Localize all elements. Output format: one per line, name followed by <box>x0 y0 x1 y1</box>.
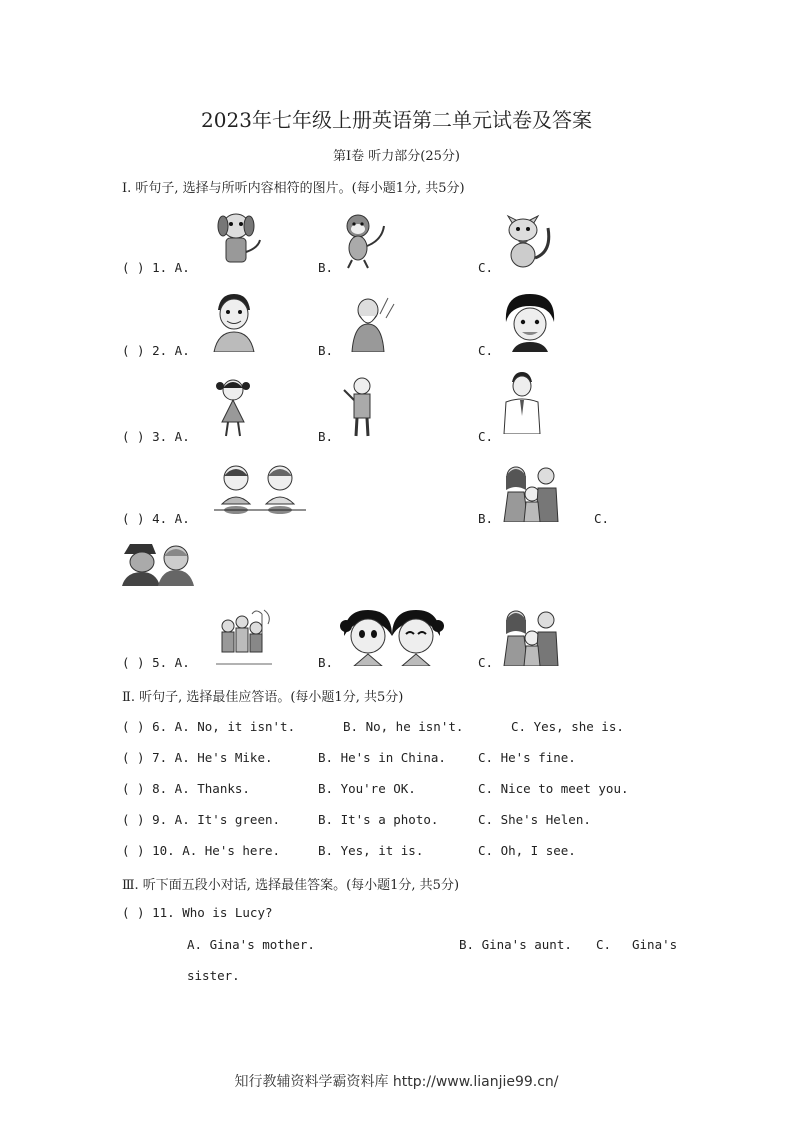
q11-option-a: A. Gina's mother. <box>187 937 315 952</box>
grandparents-picture <box>122 540 196 586</box>
q9-option-a: ( ) 9. A. It's green. <box>122 812 281 827</box>
q1-c-label: C. <box>478 260 494 275</box>
q2-prefix: ( ) 2. A. <box>122 343 190 358</box>
q11-option-b: B. Gina's aunt. <box>459 937 572 952</box>
q3-b-label: B. <box>318 429 334 444</box>
cat-picture <box>498 208 558 270</box>
section-2-heading: Ⅱ. 听句子, 选择最佳应答语。(每小题1分, 共5分) <box>122 690 404 705</box>
q1-b-label: B. <box>318 260 334 275</box>
q10-option-c: C. Oh, I see. <box>478 843 576 858</box>
section-1-heading: Ⅰ. 听句子, 选择与所听内容相符的图片。(每小题1分, 共5分) <box>122 181 465 196</box>
q7-option-c: C. He's fine. <box>478 750 576 765</box>
q2-b-label: B. <box>318 343 334 358</box>
q3-c-label: C. <box>478 429 494 444</box>
q11-option-c-text: Gina's <box>632 937 678 952</box>
dog-picture <box>212 208 264 270</box>
q4-prefix: ( ) 4. A. <box>122 511 190 526</box>
family-picture <box>502 462 560 522</box>
q6-option-b: B. No, he isn't. <box>343 719 464 734</box>
section-3-heading: Ⅲ. 听下面五段小对话, 选择最佳答案。(每小题1分, 共5分) <box>122 878 460 893</box>
teacher-picture <box>342 376 382 438</box>
q10-option-b: B. Yes, it is. <box>318 843 424 858</box>
q3-prefix: ( ) 3. A. <box>122 429 190 444</box>
footer-watermark: 知行教辅资料学霸资料库 http://www.lianjie99.cn/ <box>234 1074 559 1090</box>
q4-b-label: B. <box>478 511 494 526</box>
grandpa-picture <box>340 294 398 352</box>
q7-option-b: B. He's in China. <box>318 750 446 765</box>
monkey-picture <box>334 210 390 270</box>
q2-c-label: C. <box>478 343 494 358</box>
man-picture <box>500 372 544 434</box>
two-kids-picture <box>210 458 308 520</box>
family-picture-2 <box>502 606 560 666</box>
family-outdoor-picture <box>212 606 276 666</box>
q4-c-label: C. <box>594 511 610 526</box>
q5-b-label: B. <box>318 655 334 670</box>
girl-picture <box>502 292 558 352</box>
boy-picture <box>210 292 258 352</box>
q5-prefix: ( ) 5. A. <box>122 655 190 670</box>
q1-prefix: ( ) 1. A. <box>122 260 190 275</box>
q8-option-c: C. Nice to meet you. <box>478 781 629 796</box>
q7-option-a: ( ) 7. A. He's Mike. <box>122 750 273 765</box>
q5-c-label: C. <box>478 655 494 670</box>
q9-option-c: C. She's Helen. <box>478 812 591 827</box>
q8-option-b: B. You're OK. <box>318 781 416 796</box>
q11-option-c-continuation: sister. <box>187 968 240 983</box>
q11-option-c-label: C. <box>596 937 612 952</box>
little-girl-picture <box>212 376 254 438</box>
q6-option-c: C. Yes, she is. <box>511 719 624 734</box>
q8-option-a: ( ) 8. A. Thanks. <box>122 781 250 796</box>
page-title: 2023年七年级上册英语第二单元试卷及答案 <box>201 108 592 132</box>
q11-question: ( ) 11. Who is Lucy? <box>122 905 273 920</box>
twin-girls-picture <box>340 606 444 666</box>
part-subtitle: 第Ⅰ卷 听力部分(25分) <box>333 149 460 164</box>
q6-option-a: ( ) 6. A. No, it isn't. <box>122 719 296 734</box>
q9-option-b: B. It's a photo. <box>318 812 439 827</box>
q10-option-a: ( ) 10. A. He's here. <box>122 843 281 858</box>
